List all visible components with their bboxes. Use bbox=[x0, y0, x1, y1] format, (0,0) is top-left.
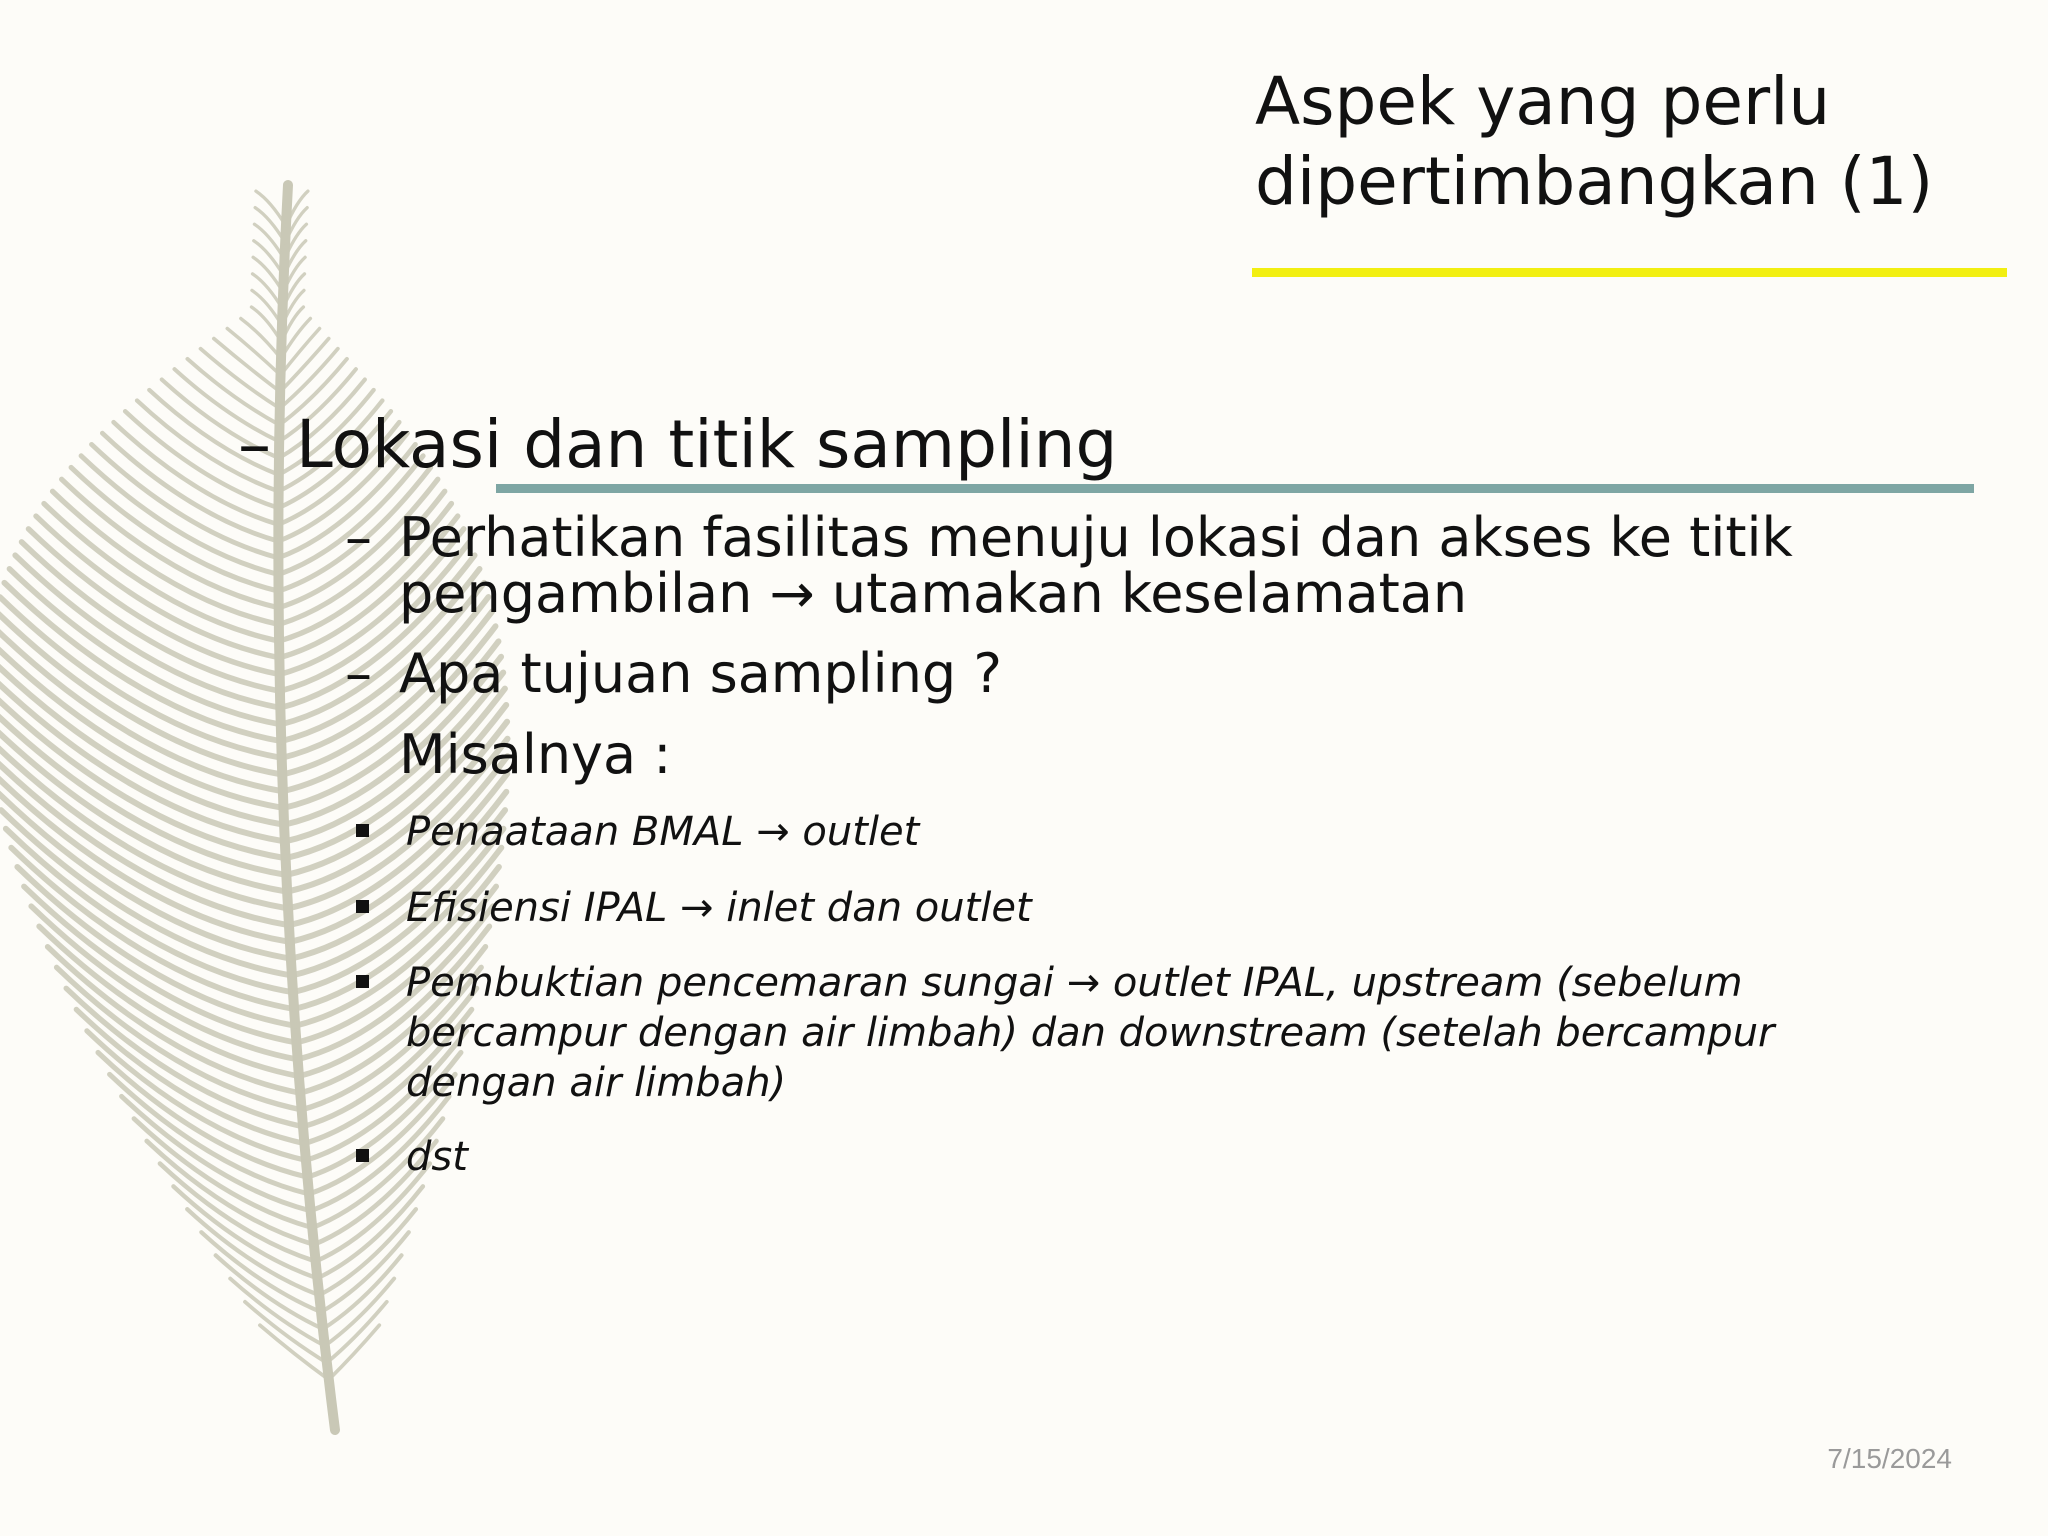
bullet-item bbox=[356, 958, 1866, 1108]
square-bullet-icon bbox=[356, 824, 369, 837]
bullet-item bbox=[356, 807, 1866, 857]
sub-item-text: Apa tujuan sampling ? bbox=[399, 642, 1003, 705]
heading-dash: – bbox=[238, 406, 271, 483]
square-bullet-icon bbox=[356, 1149, 369, 1162]
sub-item-dash: – bbox=[345, 506, 372, 569]
bullet-text: Pembuktian pencemaran sungai → outlet IPAL, upstream (sebelum bercampur dengan air limbah) dan downstream (setelah bercampur dengan air limbah) bbox=[406, 960, 1775, 1106]
bullet-text: Penaataan BMAL → outlet bbox=[406, 809, 920, 855]
square-bullet-icon bbox=[356, 975, 369, 988]
square-bullet-icon bbox=[356, 900, 369, 913]
title-underline bbox=[1252, 268, 2007, 277]
section-heading-text: Lokasi dan titik sampling bbox=[296, 406, 1118, 483]
example-intro bbox=[345, 723, 1879, 786]
bullet-item bbox=[356, 883, 1866, 933]
bullet-item bbox=[356, 1132, 1866, 1182]
slide-title-line-1: Aspek yang perlu bbox=[1255, 63, 1831, 140]
example-intro-text: Misalnya : bbox=[399, 723, 672, 786]
bullet-text: Efisiensi IPAL → inlet dan outlet bbox=[406, 885, 1032, 931]
section-heading bbox=[238, 405, 1117, 485]
heading-underline bbox=[496, 484, 1974, 493]
sub-item-facilities bbox=[345, 506, 1879, 625]
bullet-text: dst bbox=[406, 1134, 468, 1180]
slide-title bbox=[1255, 62, 2015, 222]
sub-item-text: Perhatikan fasilitas menuju lokasi dan akses ke titik pengambilan → utamakan keselamatan bbox=[399, 506, 1793, 625]
sub-item-dash: – bbox=[345, 642, 372, 705]
sub-item-purpose bbox=[345, 642, 1879, 705]
slide-date: 7/15/2024 bbox=[1827, 1443, 1952, 1474]
slide-title-line-2: dipertimbangkan (1) bbox=[1255, 143, 1934, 220]
